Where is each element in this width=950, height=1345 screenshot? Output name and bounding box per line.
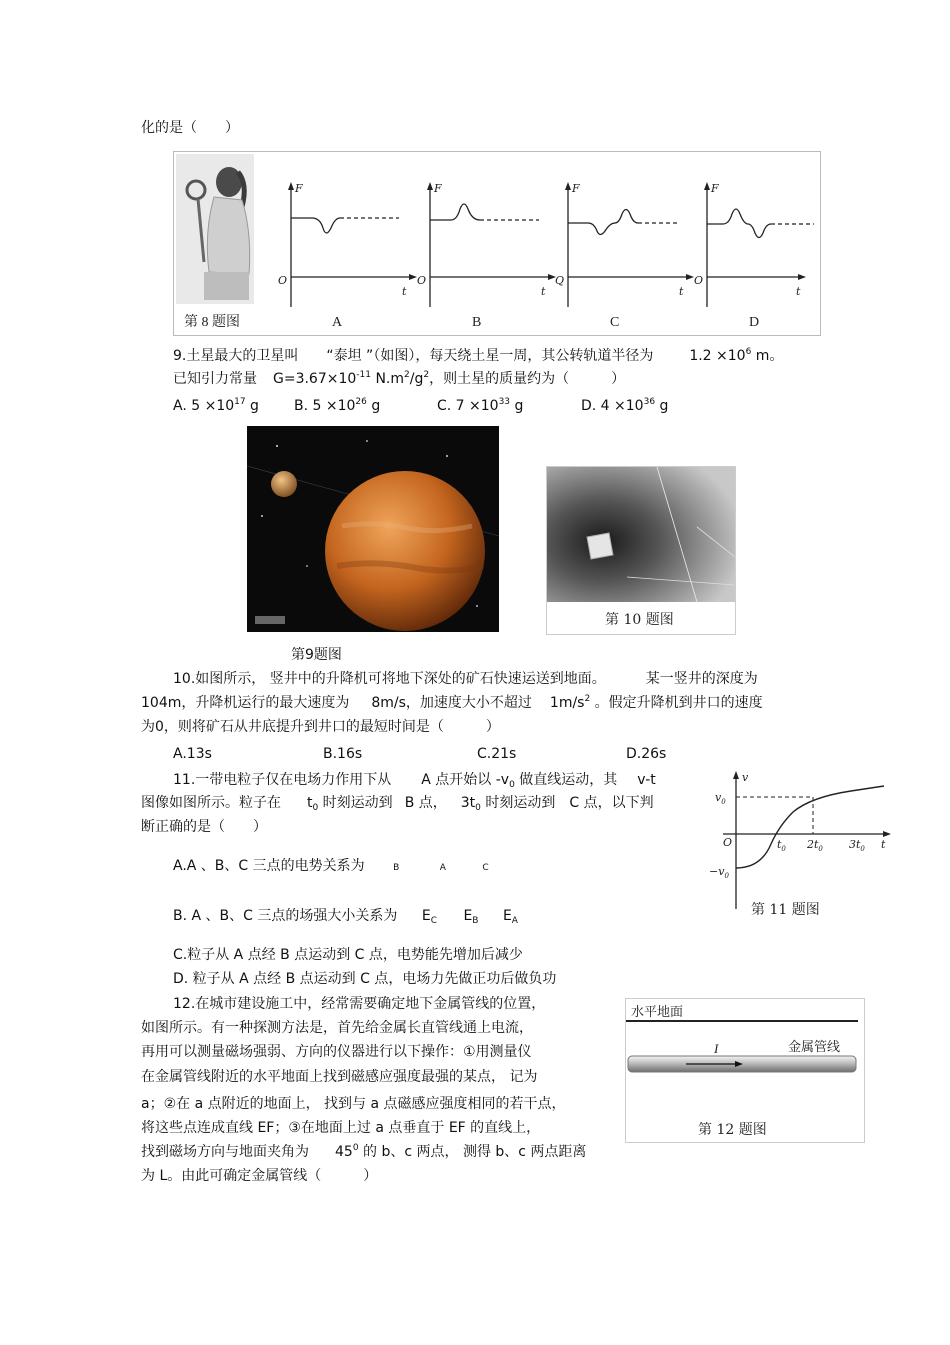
q8-b-O: O <box>417 274 427 287</box>
saturn-planet <box>325 471 485 631</box>
q10-line2: 104m，升降机运行的最大速度为 8m/s，加速度大小不超过 $1m/s^2$ 。假定升降机到井口的速度 <box>141 694 763 711</box>
q12-current-label: I <box>714 1041 719 1056</box>
q8-option-b: B <box>472 315 482 330</box>
q8-figure <box>173 151 821 336</box>
q10-option-d: D.26s <box>626 746 667 762</box>
q11-t0: t <box>777 838 782 851</box>
svg-text:3t0: $3t_0$ <box>849 838 865 853</box>
q8-graph-d <box>694 182 814 307</box>
q11-option-c: C.粒子从 A 点经 B 点运动到 C 点，电势能先增加后减少 <box>173 947 523 963</box>
q8-option-c: C <box>610 315 620 330</box>
q12-line6: 将这些点连成直线 EF；③在地面上过 a 点垂直于 EF 的直线上， <box>141 1120 541 1136</box>
q12-pipe-figure <box>625 998 865 1143</box>
q9-caption: 第9题图 <box>291 647 342 663</box>
q12-line7: 找到磁场方向与地面夹角为 $45^0$ 的 b、c 两点， 测得 b、c 两点距离 <box>141 1143 587 1160</box>
q8-photo <box>176 154 254 304</box>
q11-option-d: D. 粒子从 A 点经 B 点运动到 C 点，电场力先做正功后做负功 <box>173 971 557 987</box>
q11-origin: O <box>723 836 733 849</box>
q11-neg-v0: −v <box>709 865 725 878</box>
q12-pipe-label: 金属管线 <box>788 1039 841 1054</box>
q8-stem-end: 化的是（ ） <box>141 120 239 136</box>
q11-option-a: A.A 、B、C 三点的电势关系为 B A C <box>173 858 489 874</box>
q8-option-d: D <box>749 315 760 330</box>
q9-option-b: B. $5 \times 10^{26}$ g <box>294 397 381 414</box>
q9-line1: 9.土星最大的卫星叫 “泰坦 ”（如图），每天绕土星一周，其公转轨道半径为 $1.2 \times 10^6$ m。 <box>173 347 784 364</box>
q8-b-F: F <box>434 182 442 195</box>
q9-option-d: D. $4 \times 10^{36}$ g <box>581 397 669 414</box>
q12-ground-label: 水平地面 <box>631 1004 684 1019</box>
svg-text:t0: $t_0$ <box>777 838 786 853</box>
q11-caption: 第 11 题图 <box>751 902 820 918</box>
q10-mineshaft-picture <box>546 466 736 635</box>
q11-2t0: 2t <box>807 838 819 851</box>
q12-line2: 如图所示。有一种探测方法是，首先给金属长直管线通上电流， <box>141 1020 533 1036</box>
q11-line2: 图像如图所示。粒子在 $t_0$ 时刻运动到 B 点， $3t_0$ 时刻运动到 C 点，以下判 <box>141 795 654 813</box>
q11-line3: 断正确的是（ ） <box>141 819 267 835</box>
q12-line1: 12.在城市建设施工中，经常需要确定地下金属管线的位置， <box>173 996 546 1012</box>
q8-graph-b <box>417 182 556 307</box>
q9-saturn-picture <box>247 426 499 632</box>
q10-option-a: A.13s <box>173 746 212 762</box>
q10-caption: 第 10 题图 <box>605 612 674 628</box>
q8-graph-c <box>555 182 694 307</box>
q10-option-b: B.16s <box>323 746 363 762</box>
q8-d-t: t <box>796 285 801 298</box>
q11-option-b: B. A 、B、C 三点的场强大小关系为 $E_C$ $E_B$ $E_A$ <box>173 908 518 926</box>
q11-axis-v: v <box>742 771 749 784</box>
q11-3t0: 3t <box>849 838 861 851</box>
q8-b-t: t <box>541 285 546 298</box>
q12-caption: 第 12 题图 <box>698 1122 767 1138</box>
q8-c-t: t <box>679 285 684 298</box>
q8-c-F: F <box>572 182 580 195</box>
q8-option-a: A <box>332 315 343 330</box>
q8-a-O: O <box>278 274 288 287</box>
q9-option-c: C. $7 \times 10^{33}$ g <box>437 397 524 414</box>
q8-graph-a <box>278 182 417 307</box>
q12-line5: a；②在 a 点附近的地面上， 找到与 a 点磁感应强度相同的若干点， <box>141 1096 566 1112</box>
q11-v0: v <box>715 791 722 804</box>
q12-line3: 再用可以测量磁场强弱、方向的仪器进行以下操作：①用测量仪 <box>141 1044 532 1060</box>
q11-axis-t: t <box>881 838 886 851</box>
q8-c-O: Q <box>555 274 565 287</box>
q8-a-F: F <box>295 182 303 195</box>
svg-text:v0: $v_0$ <box>715 791 726 806</box>
q10-line3: 为0，则将矿石从井底提升到井口的最短时间是（ ） <box>141 719 500 735</box>
q9-option-a: A. $5 \times 10^{17}$ g <box>173 397 259 414</box>
q11-vt-graph <box>701 764 893 919</box>
q8-figure-svg <box>174 152 820 335</box>
titan-moon <box>271 471 297 497</box>
svg-text:2t0: $2t_0$ <box>807 838 823 853</box>
q8-d-F: F <box>711 182 719 195</box>
q8-a-t: t <box>402 285 407 298</box>
q9-line2: 已知引力常量 $G=3.67\times 10^{-11}$ $N.m^2/g^2$，则土星的质量约为（ ） <box>173 370 626 387</box>
q10-line1: 10.如图所示， 竖井中的升降机可将地下深处的矿石快速运送到地面。 某一竖井的深度为 <box>173 671 758 687</box>
q10-option-c: C.21s <box>477 746 517 762</box>
q8-d-O: O <box>694 274 704 287</box>
q12-line8: 为 L。由此可确定金属管线（ ） <box>141 1168 378 1184</box>
svg-text:−v0: $-v_0$ <box>709 865 729 880</box>
q12-line4: 在金属管线附近的水平地面上找到磁感应强度最强的某点， 记为 <box>141 1069 538 1085</box>
q8-caption: 第 8 题图 <box>184 315 240 330</box>
q11-line1: 11.一带电粒子仅在电场力作用下从 A 点开始以 $-v_0$ 做直线运动，其 v-t <box>173 772 656 790</box>
